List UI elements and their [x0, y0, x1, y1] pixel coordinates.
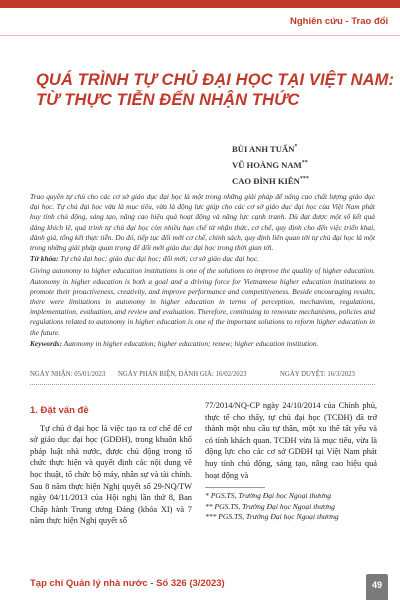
body-column-right — [205, 400, 377, 522]
footnote-1: * PGS.TS, Trường Đại học Ngoại thương — [205, 491, 332, 501]
date-reviewed: NGÀY PHẢN BIỆN, ĐÁNH GIÁ: 16/02/2023 — [118, 371, 247, 378]
author-1: BÙI ANH TUẤN* — [232, 143, 298, 154]
title-line-2: TỪ THỰC TIỄN ĐẾN NHẬN THỨC — [36, 91, 300, 109]
author-2: VŨ HOÀNG NAM** — [232, 159, 308, 170]
dates-divider — [30, 384, 375, 385]
footnote-2: ** PGS.TS, Trường Đại học Ngoại thương — [205, 501, 335, 511]
date-received: NGÀY NHẬN: 05/01/2023 — [30, 371, 106, 378]
header-divider — [0, 35, 400, 36]
abstract-vietnamese: Trao quyền tự chủ cho các cơ sở giáo dục đại học là một trong những giải pháp để nâng cao chất lượng giáo dục đại học. Tự chủ đại học vừa là mục tiêu, vừa là động lực giúp cho các cơ sở giáo dục đại học của Việt Nam phát huy tính chủ động, sáng tạo, nâng cao hiệu quả hoạt động và năng lực cạnh tranh. Dù đạt được một số kết quả đáng khích lệ, quá trình tự chủ đại học còn nhiều hạn chế từ nhận thức, cơ chế, quy định cho đến việc triển khai, đánh giá, tổng kết thực tiễn. Do đó, tiếp tục đổi mới cơ chế, chính sách, quy định liên quan tới tự chủ đại học là một trong những giải pháp quan trọng để đổi mới giáo dục đại học trong thời gian tới. — [30, 192, 375, 253]
article-title — [36, 70, 395, 110]
page-number: 49 — [366, 574, 388, 600]
section-heading: 1. Đặt vấn đề — [30, 405, 89, 416]
author-3: CAO ĐÌNH KIÊN*** — [232, 175, 309, 186]
title-line-1: QUÁ TRÌNH TỰ CHỦ ĐẠI HỌC TẠI VIỆT NAM: — [36, 71, 395, 89]
body-paragraph-right: 77/2014/NQ-CP ngày 24/10/2014 của Chính phủ, thực tế cho thấy, tự chủ đại học (TCĐH) đã trở thành một nhu cầu tự thân, một xu thế tất yếu và có tính khách quan. TCĐH vừa là mục tiêu, vừa là động lực cho các cơ sở GDĐH tại Việt Nam phát huy tính chủ động, sáng tạo, nâng cao hiệu quả hoạt động và — [205, 401, 377, 480]
footnotes — [205, 491, 377, 522]
date-approved: NGÀY DUYỆT: 16/3/2023 — [280, 371, 355, 378]
author-list — [232, 140, 309, 188]
journal-name: Tạp chí Quản lý nhà nước - Số 326 (3/2023) — [30, 578, 225, 589]
footnote-3: *** PGS.TS, Trường Đại học Ngoại thương — [205, 511, 339, 521]
section-label: Nghiên cứu - Trao đổi — [290, 16, 389, 27]
page-footer — [0, 574, 400, 600]
body-paragraph-left: Tự chủ ở đại học là việc tạo ra cơ chế để cơ sở giáo dục đại học (GDĐH), trong khuôn khổ pháp luật nhà nước, được chủ động trong tổ chức thực hiện và quyết định các nội dung về học thuật, tổ chức bộ máy, nhân sự và tài chính. Sau 8 năm thực hiện Nghị quyết số 29-NQ/TW ngày 04/11/2013 của Hội nghị lần thứ 8, Ban Chấp hành Trung ương Đảng (khóa XI) và 7 năm thực hiện Nghị quyết số — [30, 423, 192, 526]
keywords-vietnamese: Từ khóa: Tự chủ đại học; giáo dục đại học; đổi mới; cơ sở giáo dục đại học. — [30, 254, 259, 264]
keywords-english: Keywords: Autonomy in higher education; higher education; renew; higher education institution. — [30, 338, 319, 348]
footnote-divider — [205, 487, 265, 488]
abstract-english: Giving autonomy to higher education institutions is one of the solutions to improve the quality of higher education. Autonomy in higher education is both a goal and a driving force for Vietnamese higher education institutions to promote their proactiveness, creativity, and improve performance and competitiveness. Beside encouraging results, there were limitations in autonomy in higher education in terms of perception, mechanism, regulations, implementation, evaluation, and review and evaluation. Therefore, continuing to renovate mechanisms, policies and regulations related to autonomy in higher education is one of the important solutions to reform higher education in the future. — [30, 266, 375, 337]
abstract-block — [30, 192, 375, 349]
top-accent-bar — [0, 0, 400, 8]
body-column-left — [30, 405, 192, 527]
